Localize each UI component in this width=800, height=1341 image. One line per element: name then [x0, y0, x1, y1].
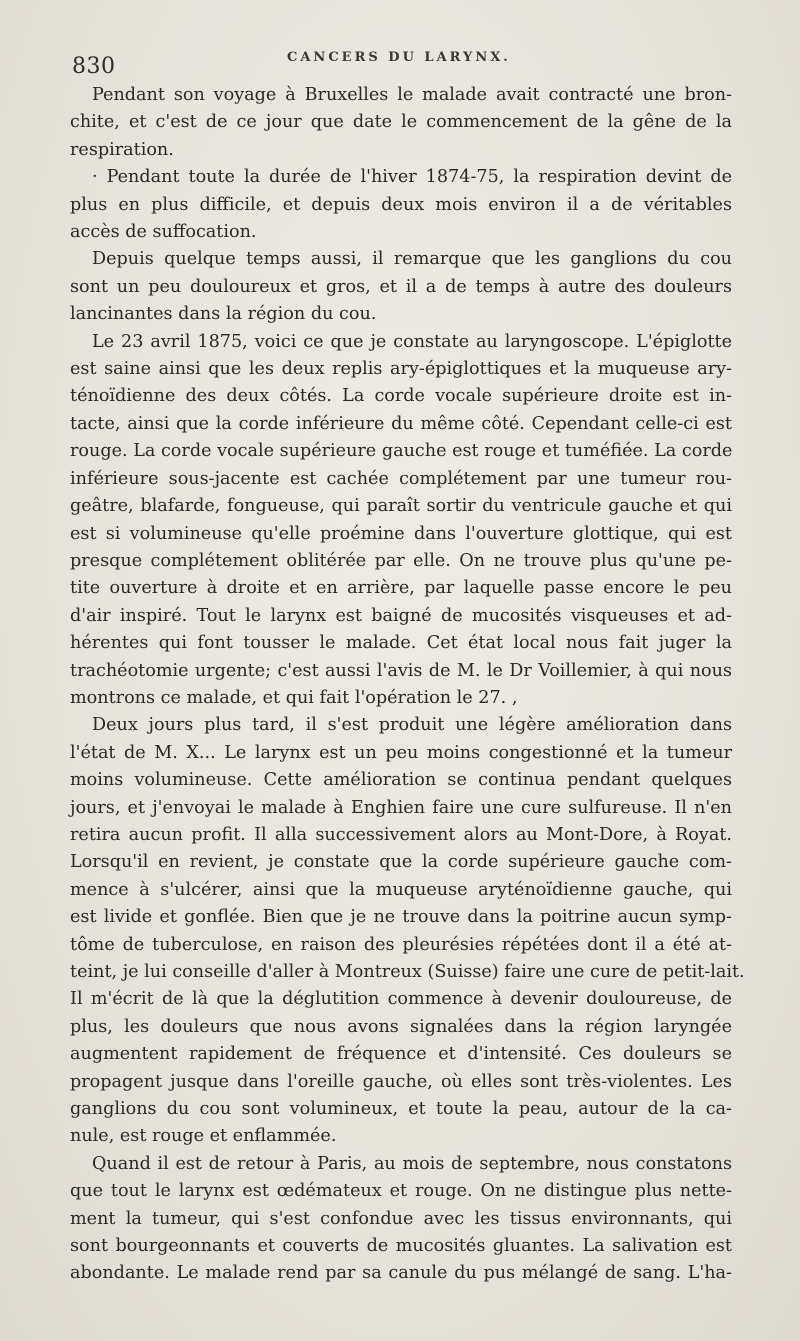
- text-line: sont bourgeonnants et couverts de mucosités gluantes. La salivation est: [70, 1236, 732, 1257]
- text-line: l'état de M. X... Le larynx est un peu moins congestionné et la tumeur: [70, 742, 732, 763]
- paragraph: [70, 246, 732, 328]
- text-line: mence à s'ulcérer, ainsi que la muqueuse aryténoïdienne gauche, qui: [70, 879, 732, 900]
- text-line: jours, et j'envoyai le malade à Enghien faire une cure sulfureuse. Il n'en: [70, 797, 732, 818]
- text-line: Deux jours plus tard, il s'est produit une légère amélioration dans: [92, 715, 732, 736]
- text-line: ganglions du cou sont volumineux, et toute la peau, autour de la ca-: [70, 1099, 732, 1120]
- text-line: inférieure sous-jacente est cachée complétement par une tumeur rou-: [70, 468, 732, 489]
- text-line: Depuis quelque temps aussi, il remarque que les ganglions du cou: [92, 249, 732, 270]
- text-line: Lorsqu'il en revient, je constate que la corde supérieure gauche com-: [70, 852, 732, 873]
- paragraph: [70, 329, 732, 713]
- text-line: sont un peu douloureux et gros, et il a de temps à autre des douleurs: [70, 276, 732, 297]
- text-line: abondante. Le malade rend par sa canule du pus mélangé de sang. L'ha-: [70, 1263, 732, 1284]
- paragraph: [70, 712, 745, 1151]
- text-line: d'air inspiré. Tout le larynx est baigné de mucosités visqueuses et ad-: [70, 605, 732, 626]
- text-line: Quand il est de retour à Paris, au mois de septembre, nous constatons: [92, 1153, 732, 1174]
- text-line: Pendant son voyage à Bruxelles le malade avait contracté une bron-: [92, 85, 732, 105]
- text-line: geâtre, blafarde, fongueuse, qui paraît sortir du ventricule gauche et qui: [70, 496, 732, 517]
- text-line: presque complétement oblitérée par elle. On ne trouve plus qu'une pe-: [70, 550, 732, 571]
- text-line: plus, les douleurs que nous avons signalées dans la région laryngée: [70, 1016, 732, 1037]
- text-line: · Pendant toute la durée de l'hiver 1874-75, la respiration devint de: [92, 167, 732, 188]
- page-number: 830: [72, 54, 116, 79]
- text-line: respiration.: [70, 139, 174, 160]
- text-line: montrons ce malade, et qui fait l'opération le 27. ,: [70, 687, 518, 708]
- text-line: propagent jusque dans l'oreille gauche, où elles sont très-violentes. Les: [70, 1071, 732, 1092]
- text-line: ment la tumeur, qui s'est confondue avec les tissus environnants, qui: [70, 1208, 732, 1229]
- text-line: tite ouverture à droite et en arrière, par laquelle passe encore le peu: [70, 578, 732, 599]
- running-title: CANCERS DU LARYNX.: [287, 50, 511, 65]
- paragraph: [70, 82, 732, 164]
- body-text: [70, 82, 745, 1288]
- text-line: Il m'écrit de là que la déglutition commence à devenir douloureuse, de: [70, 989, 732, 1010]
- text-line: retira aucun profit. Il alla successivement alors au Mont-Dore, à Royat.: [70, 824, 732, 845]
- text-line: accès de suffocation.: [70, 222, 257, 243]
- page-header: [72, 48, 732, 82]
- text-line: est si volumineuse qu'elle proémine dans l'ouverture glottique, qui est: [70, 523, 732, 544]
- text-line: lancinantes dans la région du cou.: [70, 304, 377, 325]
- text-line: hérentes qui font tousser le malade. Cet état local nous fait juger la: [70, 633, 732, 654]
- text-line: trachéotomie urgente; c'est aussi l'avis de M. le Dr Voillemier, à qui nous: [70, 660, 732, 681]
- paragraph: [70, 164, 732, 246]
- text-line: augmentent rapidement de fréquence et d'intensité. Ces douleurs se: [70, 1044, 732, 1065]
- text-line: que tout le larynx est œdémateux et rouge. On ne distingue plus nette-: [70, 1181, 732, 1202]
- text-line: teint, je lui conseille d'aller à Montreux (Suisse) faire une cure de petit-lait.: [70, 962, 745, 982]
- text-line: tacte, ainsi que la corde inférieure du même côté. Cependant celle-ci est: [70, 413, 732, 434]
- text-line: moins volumineuse. Cette amélioration se continua pendant quelques: [70, 770, 732, 791]
- text-line: nule, est rouge et enflammée.: [70, 1126, 337, 1147]
- text-line: rouge. La corde vocale supérieure gauche est rouge et tuméfiée. La corde: [70, 441, 733, 462]
- paragraph: [70, 1151, 732, 1288]
- text-line: ténoïdienne des deux côtés. La corde vocale supérieure droite est in-: [70, 386, 732, 407]
- text-line: plus en plus difficile, et depuis deux mois environ il a de véritables: [70, 194, 732, 215]
- text-line: tôme de tuberculose, en raison des pleurésies répétées dont il a été at-: [70, 934, 732, 955]
- text-line: est livide et gonflée. Bien que je ne trouve dans la poitrine aucun symp-: [70, 907, 732, 928]
- text-line: est saine ainsi que les deux replis ary-épiglottiques et la muqueuse ary-: [70, 359, 732, 380]
- text-line: Le 23 avril 1875, voici ce que je constate au laryngoscope. L'épiglotte: [92, 331, 732, 352]
- text-line: chite, et c'est de ce jour que date le commencement de la gêne de la: [70, 112, 732, 133]
